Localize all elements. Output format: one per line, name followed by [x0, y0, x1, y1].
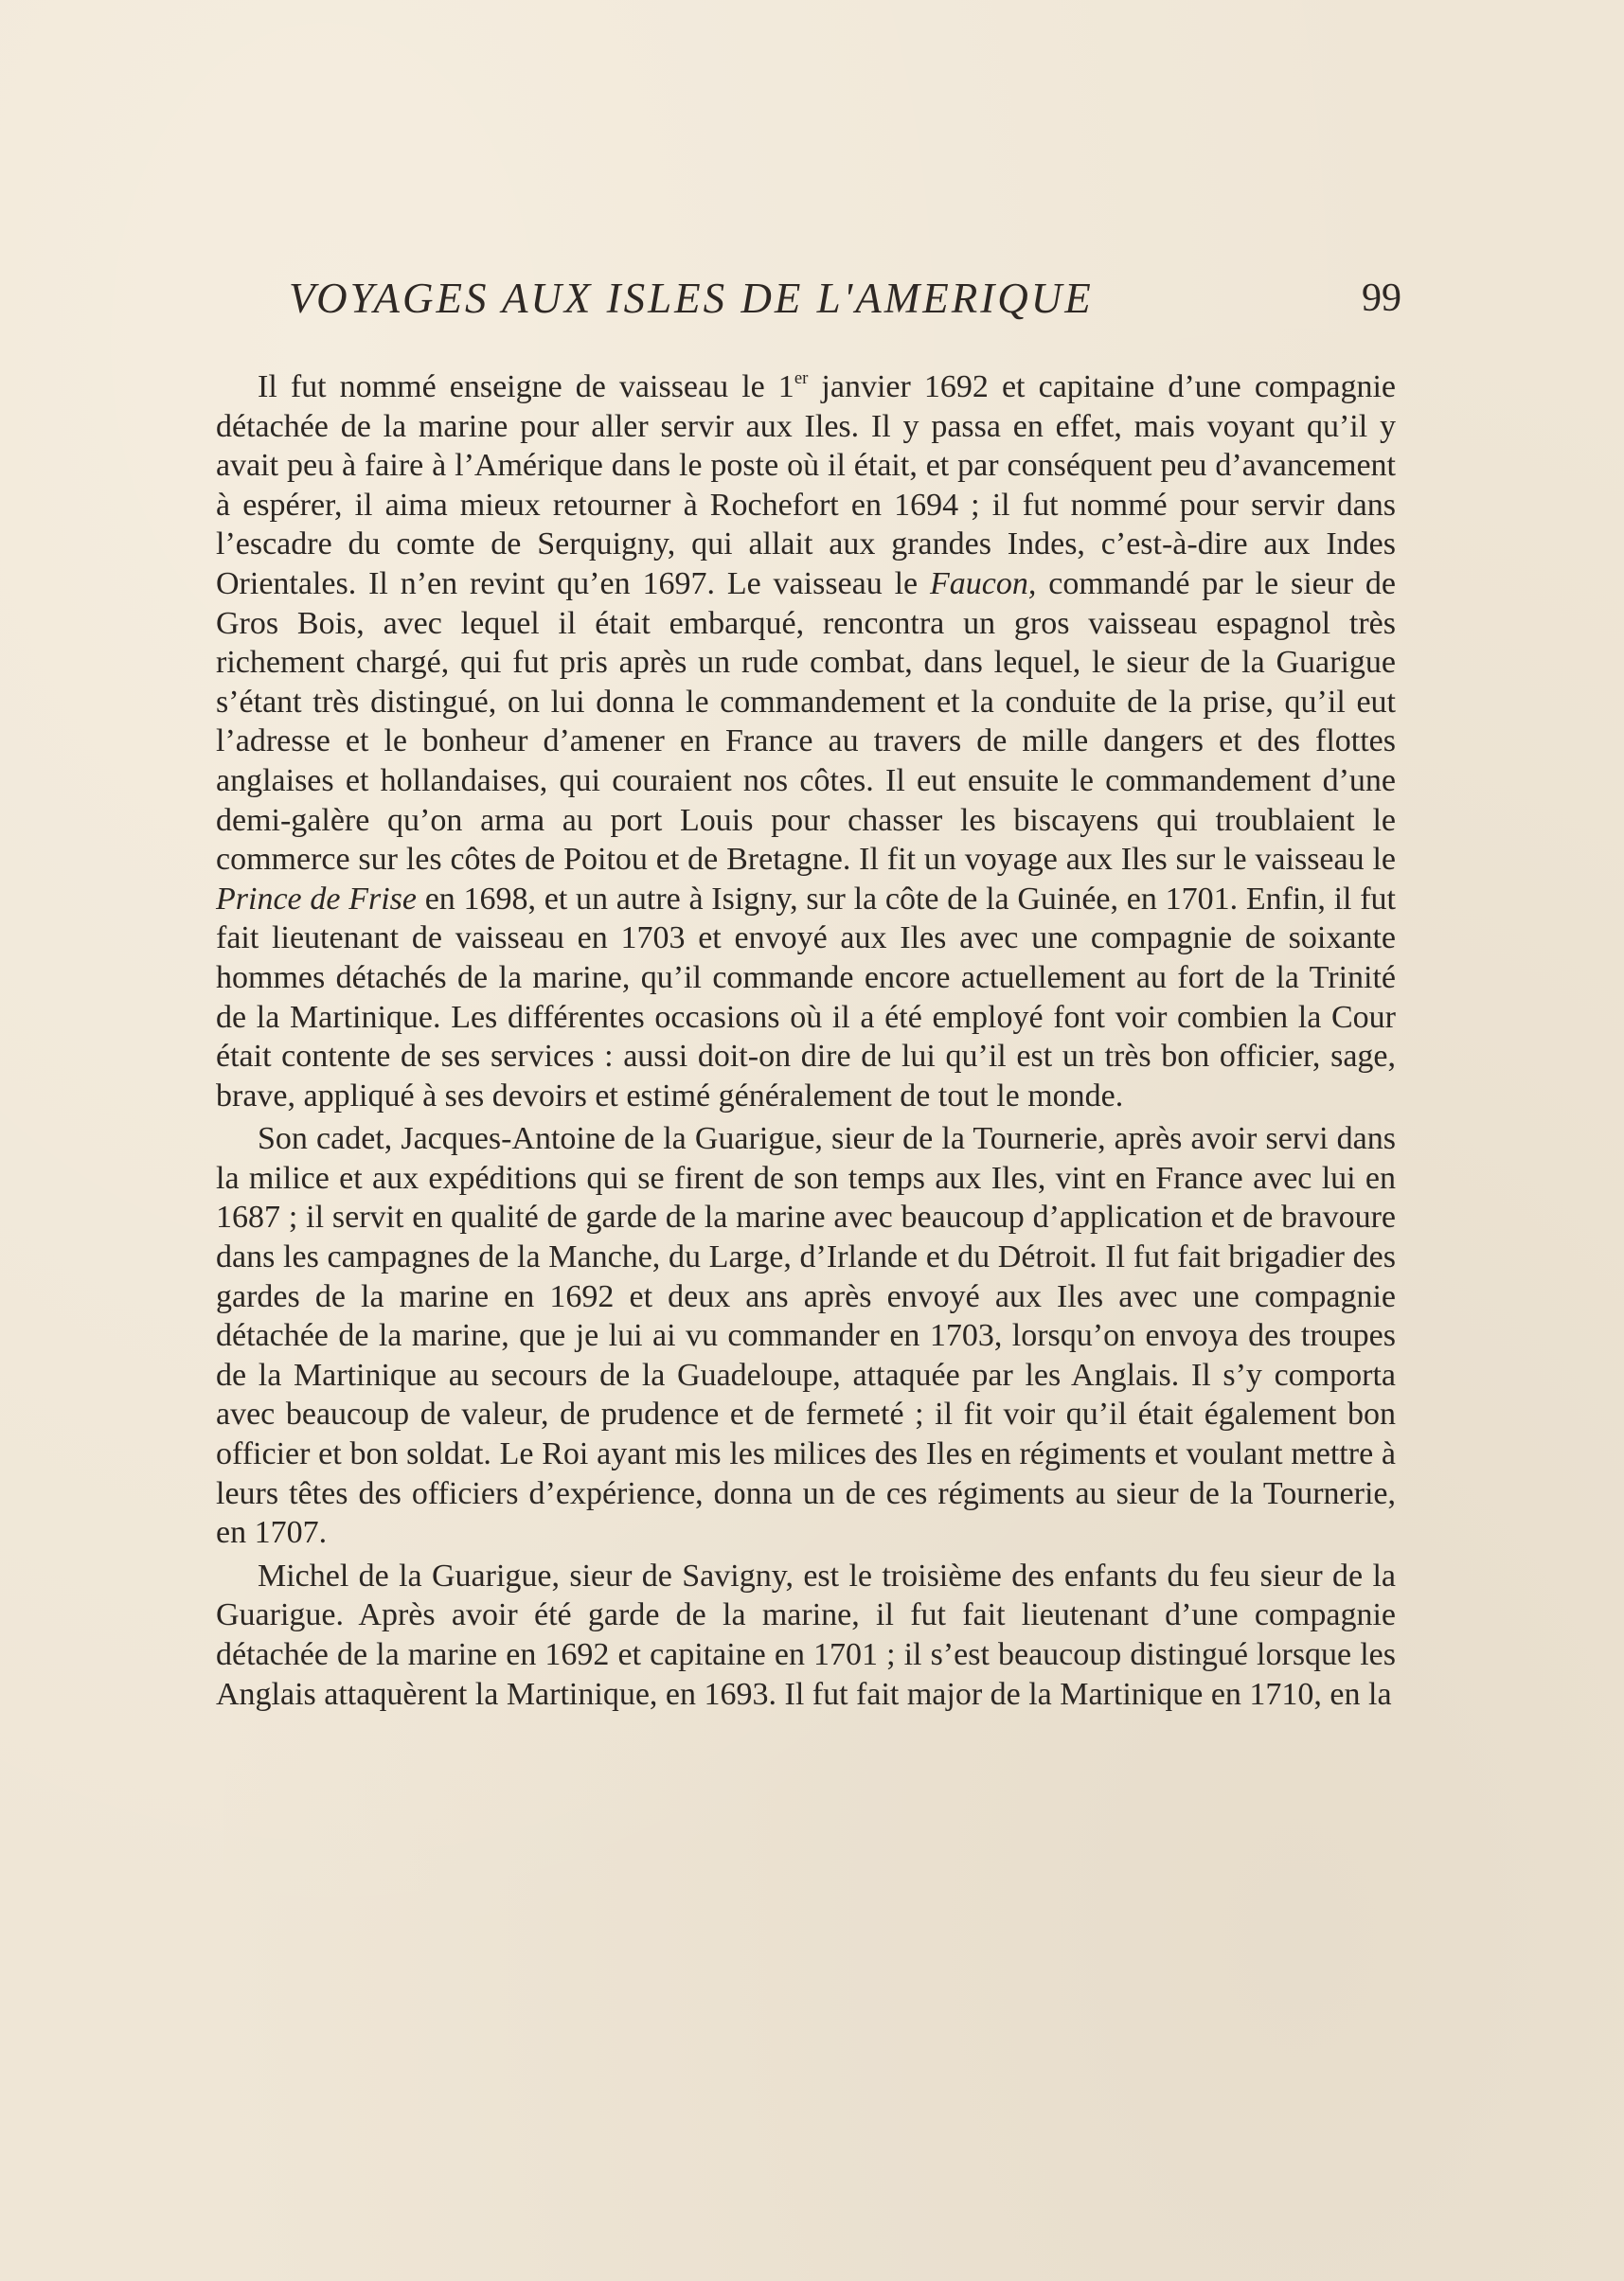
paragraph-2 [216, 1119, 1396, 1553]
text-segment: Michel de la Guarigue, sieur de Savigny, est le troisième des enfants du feu sieur de la Guarigue. Après avoir été garde de la marine, il fut fait lieutenant d’une compagnie détachée de la marine en 1692 et capitaine en 1701 ; il s’est beaucoup distingué lorsque les Anglais attaquèrent la Martinique, en 1693. Il fut fait major de la Martinique en 1710, en la [216, 1558, 1396, 1712]
body-text [216, 367, 1396, 1714]
text-segment: en 1698, et un autre à Isigny, sur la côte de la Guinée, en 1701. Enfin, il fut fait lieutenant de vaisseau en 1703 et envoyé aux Iles avec une compagnie de soixante hommes détachés de la marine, qu’il commande encore actuellement au fort de la Trinité de la Martinique. Les différentes occasions où il a été employé font voir combien la Cour était contente de ses services : aussi doit-on dire de lui qu’il est un très bon officier, sage, brave, appliqué à ses devoirs et estimé généralement de tout le monde. [216, 881, 1396, 1114]
text-segment: commandé par le sieur de Gros Bois, avec lequel il était embarqué, rencontra un gros vaisseau espagnol très richement chargé, qui fut pris après un rude combat, dans lequel, le sieur de la Guarigue s’étant très distingué, on lui donna le commandement et la conduite de la prise, qu’il eut l’adresse et le bonheur d’amener en France au travers de mille dangers et des flottes anglaises et hollandaises, qui couraient nos côtes. Il eut ensuite le commandement d’une demi-galère qu’on arma au port Louis pour chasser les biscayens qui troublaient le commerce sur les côtes de Poitou et de Bretagne. Il fit un voyage aux Iles sur le vaisseau le [216, 565, 1397, 878]
ship-name-faucon: Faucon, [930, 565, 1037, 601]
superscript-er: er [794, 367, 809, 388]
paragraph-3 [216, 1557, 1396, 1714]
running-head [289, 265, 1401, 331]
text-segment: Son cadet, Jacques-Antoine de la Guarigue, sieur de la Tournerie, après avoir servi dans la milice et aux expéditions qui se firent de son temps aux Iles, vint en France avec lui en 1687 ; il servit en qualité de garde de la marine avec beaucoup d’application et de bravoure dans les campagnes de la Manche, du Large, d’Irlande et du Détroit. Il fut fait brigadier des gardes de la marine en 1692 et deux ans après envoyé aux Iles avec une compagnie détachée de la marine, que je lui ai vu commander en 1703, lorsqu’on envoya des troupes de la Martinique au secours de la Guadeloupe, attaquée par les Anglais. Il s’y comporta avec beaucoup de valeur, de prudence et de fermeté ; il fit voir qu’il était également bon officier et bon soldat. Le Roi ayant mis les milices des Iles en régiments et voulant mettre à leurs têtes des officiers d’expérience, donna un de ces régiments au sieur de la Tournerie, en 1707. [216, 1121, 1396, 1551]
text-segment: Il fut nommé enseigne de vaisseau le 1 [258, 369, 794, 404]
ship-name-prince-de-frise: Prince de Frise [216, 881, 417, 917]
page-number: 99 [1362, 276, 1401, 320]
text-segment: janvier 1692 et capitaine d’une compagnie détachée de la marine pour aller servir aux Iles. Il y passa en effet, mais voyant qu’il y avait peu à faire à l’Amérique dans le poste où il était, et par conséquent peu d’avancement à espérer, il aima mieux retourner à Rochefort en 1694 ; il fut nommé pour servir dans l’escadre du comte de Serquigny, qui allait aux grandes Indes, c’est-à-dire aux Indes Orientales. Il n’en revint qu’en 1697. Le vaisseau le [216, 369, 1397, 601]
running-title: VOYAGES AUX ISLES DE L'AMERIQUE [289, 275, 1094, 322]
paragraph-1 [216, 367, 1396, 1115]
